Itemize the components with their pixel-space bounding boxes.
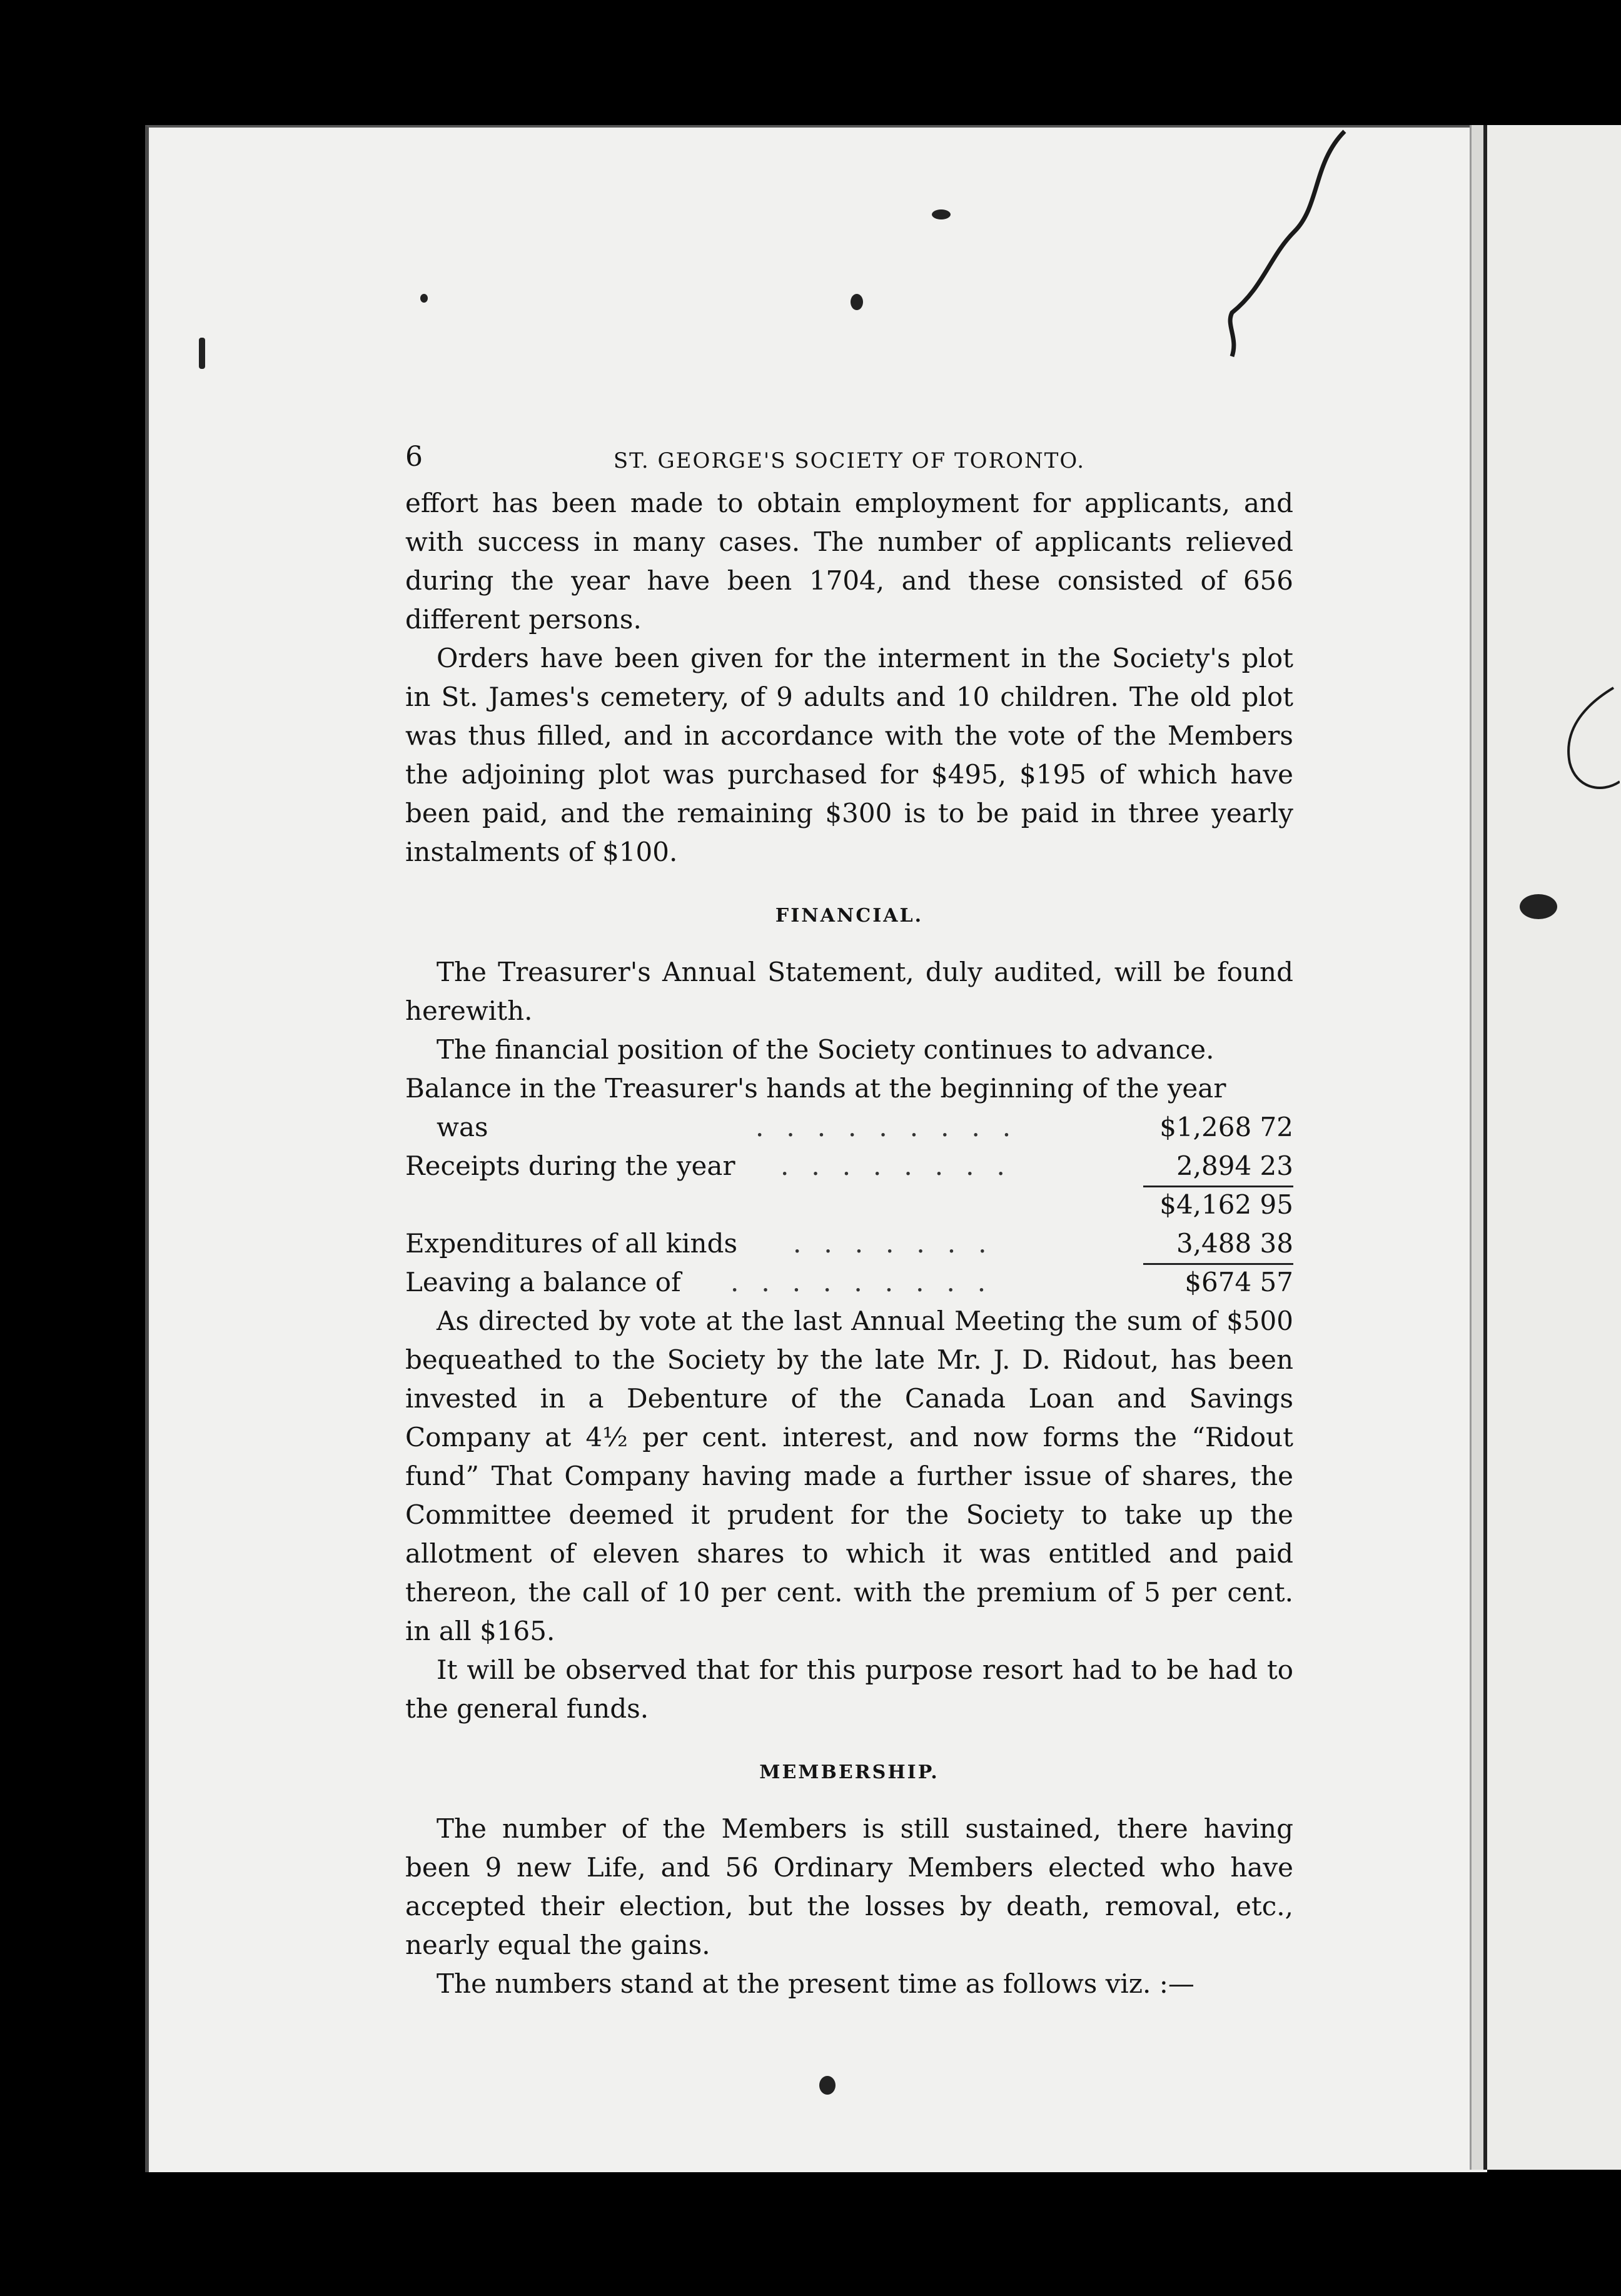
ink-speck — [420, 294, 428, 303]
ledger-label: Expenditures of all kinds — [405, 1228, 738, 1259]
ledger-row-leaving-balance — [405, 1263, 1293, 1302]
balance-ledger — [405, 1069, 1293, 1302]
ink-speck — [199, 338, 205, 369]
right-page-fragment — [1483, 125, 1621, 2170]
section-heading-financial: FINANCIAL. — [775, 905, 924, 927]
ledger-label: Leaving a balance of — [405, 1267, 681, 1297]
page-header — [405, 438, 1293, 475]
paragraph-treasurer-statement: The Treasurer's Annual Statement, duly audited, will be found herewith. — [405, 957, 1293, 1026]
ledger-row-balance-line1 — [405, 1069, 1293, 1108]
ledger-amount: $1,268 72 — [1159, 1112, 1293, 1142]
running-head: ST. GEORGE'S SOCIETY OF TORONTO. — [613, 448, 1086, 473]
leader-dots: ......... — [755, 1112, 1034, 1142]
ledger-row-balance — [405, 1108, 1293, 1147]
paragraph-general-funds: It will be observed that for this purpose resort had to be had to the general funds. — [405, 1654, 1293, 1724]
ledger-amount: $4,162 95 — [1159, 1189, 1293, 1220]
ink-scratch-mark — [1220, 125, 1357, 363]
paragraph-members-sustained: The number of the Members is still sustained, there having been 9 new Life, and 56 Ordinary Members elected who have accepted their election, but the losses by death, removal, etc., nearly equal the gains. — [405, 1813, 1293, 1960]
section-heading-membership: MEMBERSHIP. — [759, 1761, 939, 1783]
ledger-row-expenditures — [405, 1224, 1293, 1263]
ink-scratch-mark-right — [1551, 682, 1620, 807]
ink-speck — [1520, 894, 1557, 919]
ledger-amount: $674 57 — [1184, 1267, 1293, 1297]
ink-speck — [819, 2076, 836, 2095]
page-number: 6 — [405, 441, 423, 473]
leader-dots: ........ — [780, 1151, 1028, 1181]
ledger-amount: 2,894 23 — [1143, 1147, 1293, 1187]
paragraph-financial-position: The financial position of the Society continues to advance. — [437, 1034, 1214, 1065]
ledger-label: was — [437, 1112, 488, 1142]
ink-speck — [851, 294, 863, 310]
ledger-row-receipts — [405, 1147, 1293, 1186]
paragraph-numbers-stand: The numbers stand at the present time as follows viz. :— — [437, 1968, 1194, 1999]
document-body — [405, 438, 1293, 2003]
ledger-row-subtotal — [405, 1186, 1293, 1224]
ledger-label: Receipts during the year — [405, 1151, 735, 1181]
paragraph-applicants: effort has been made to obtain employment for applicants, and with success in many cases. The number of applicants relieved during the year have been 1704, and these consisted of 656 different persons. — [405, 488, 1293, 635]
paragraph-interments: Orders have been given for the interment in the Society's plot in St. James's cemetery, of 9 adults and 10 children. The old plot was thus filled, and in accordance with the vote of the Members the adjoining plot was purchased for $495, $195 of which have been paid, and the remaining $300 is to be paid in three yearly instalments of $100. — [405, 643, 1293, 867]
paragraph-ridout-fund: As directed by vote at the last Annual Meeting the sum of $500 bequeathed to the Society by the late Mr. J. D. Ridout, has been invested in a Debenture of the Canada Loan and Savings Company at 4½ per cent. interest, and now forms the “Ridout fund” That Company having made a further issue of shares, the Committee deemed it prudent for the Society to take up the allotment of eleven shares to which it was entitled and paid thereon, the call of 10 per cent. with the premium of 5 per cent. in all $165. — [405, 1306, 1293, 1646]
leader-dots: ....... — [793, 1228, 1009, 1259]
ink-speck — [932, 209, 951, 219]
ledger-amount: 3,488 38 — [1143, 1224, 1293, 1265]
leader-dots: ......... — [730, 1267, 1009, 1297]
ledger-label: Balance in the Treasurer's hands at the beginning of the year — [405, 1073, 1226, 1104]
